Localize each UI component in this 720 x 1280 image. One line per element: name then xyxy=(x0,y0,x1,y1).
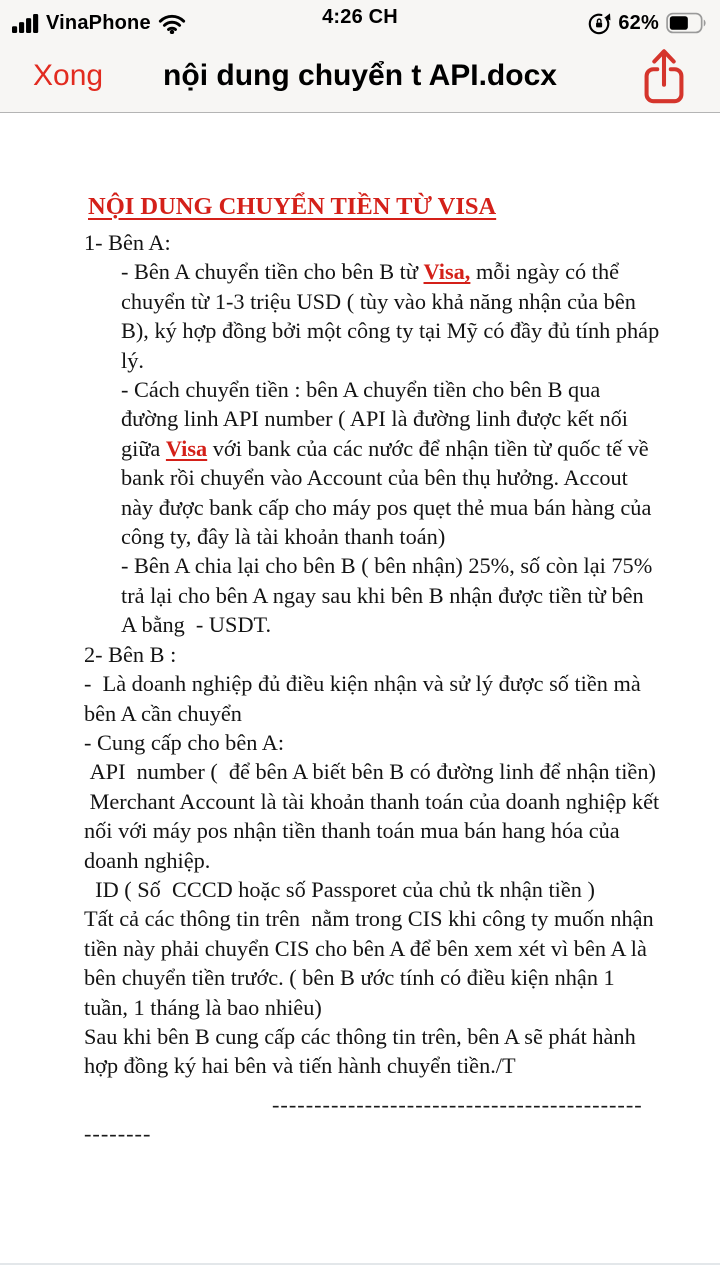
done-button[interactable]: Xong xyxy=(33,40,103,112)
section2-label: 2- Bên B : xyxy=(84,641,177,667)
paragraph-text: với bank của các nước để nhận tiền từ quốc tế về bank rồi chuyển vào Account của bên thụ hưởng. Accout này được bank cấp cho máy pos quẹt thẻ mua bán hàng của công ty, đây là tài khoản thanh toán) xyxy=(121,435,657,550)
battery-percent-label: 62% xyxy=(618,11,659,34)
orientation-lock-icon xyxy=(587,11,611,35)
share-icon xyxy=(639,46,689,106)
wifi-icon xyxy=(158,13,186,34)
paragraph-transfer-terms xyxy=(121,257,665,375)
document-page[interactable] xyxy=(0,113,720,1280)
cellular-signal-icon xyxy=(12,14,39,33)
paragraph-api-number: API number ( để bên A biết bên B có đường linh để nhận tiền) xyxy=(84,759,656,785)
doc-heading: NỘI DUNG CHUYỂN TIỀN TỪ VISA xyxy=(88,193,497,220)
section1-block xyxy=(121,257,665,639)
share-button[interactable] xyxy=(636,46,692,108)
status-left xyxy=(12,12,186,35)
top-chrome xyxy=(0,0,720,113)
paragraph-text: - Bên A chuyển tiền cho bên B từ xyxy=(121,259,424,285)
paragraph-contract: Sau khi bên B cung cấp các thông tin trên, bên A sẽ phát hành hợp đồng ký hai bên và tiến hành chuyển tiền./T xyxy=(84,1023,642,1079)
navigation-bar xyxy=(0,40,720,112)
section1-label: 1- Bên A: xyxy=(84,230,171,255)
paragraph-provide: - Cung cấp cho bên A: xyxy=(84,729,285,755)
document-title: nội dung chuyển t API.docx xyxy=(163,59,557,92)
battery-icon xyxy=(666,12,708,34)
carrier-label: VinaPhone xyxy=(46,11,151,34)
visa-highlight: Visa xyxy=(165,435,208,461)
status-bar xyxy=(0,0,720,40)
paragraph-id: ID ( Số CCCD hoặc số Passporet của chủ tk nhận tiền ) xyxy=(84,876,595,902)
status-right xyxy=(587,11,708,35)
section2-block xyxy=(84,669,664,1081)
dash-line-1: -------------------------------------------- xyxy=(272,1091,643,1117)
paragraph-transfer-method xyxy=(121,375,661,551)
paragraph-split-percentage: - Bên A chia lại cho bên B ( bên nhận) 25%, số còn lại 75% trả lại cho bên A ngay sau khi bên B nhận được tiền từ bên A bằng - USDT. xyxy=(121,553,658,638)
paragraph-cis: Tất cả các thông tin trên nằm trong CIS khi công ty muốn nhận tiền này phải chuyển CIS cho bên A để bên xem xét vì bên A là bên chuyển tiền trước. ( bên B ước tính có điều kiện nhận 1 tuần, 1 tháng là bao nhiêu) xyxy=(84,906,660,1020)
dash-line-2: -------- xyxy=(84,1121,152,1147)
visa-highlight: Visa, xyxy=(423,259,471,285)
paragraph-text: - Cách chuyển tiền : bên A chuyển tiền cho bên B qua đường linh API number ( API là đường linh được kết nối giữa xyxy=(121,377,634,461)
page-bottom-edge xyxy=(0,1263,720,1265)
clock-label: 4:26 CH xyxy=(322,6,398,28)
paragraph-merchant-account: Merchant Account là tài khoản thanh toán của doanh nghiệp kết nối với máy pos nhận tiền thanh toán mua bán hang hóa của doanh nghiệp. xyxy=(84,788,665,873)
paragraph-b-condition: - Là doanh nghiệp đủ điều kiện nhận và sử lý được số tiền mà bên A cần chuyển xyxy=(84,671,647,726)
trailer-dashes xyxy=(84,1090,684,1149)
paragraph-text: mỗi ngày có thể chuyển từ 1-3 triệu USD ( tùy vào khả năng nhận của bên B), ký hợp đồng bởi một công ty tại Mỹ có đầy đủ tính pháp lý. xyxy=(121,259,665,373)
